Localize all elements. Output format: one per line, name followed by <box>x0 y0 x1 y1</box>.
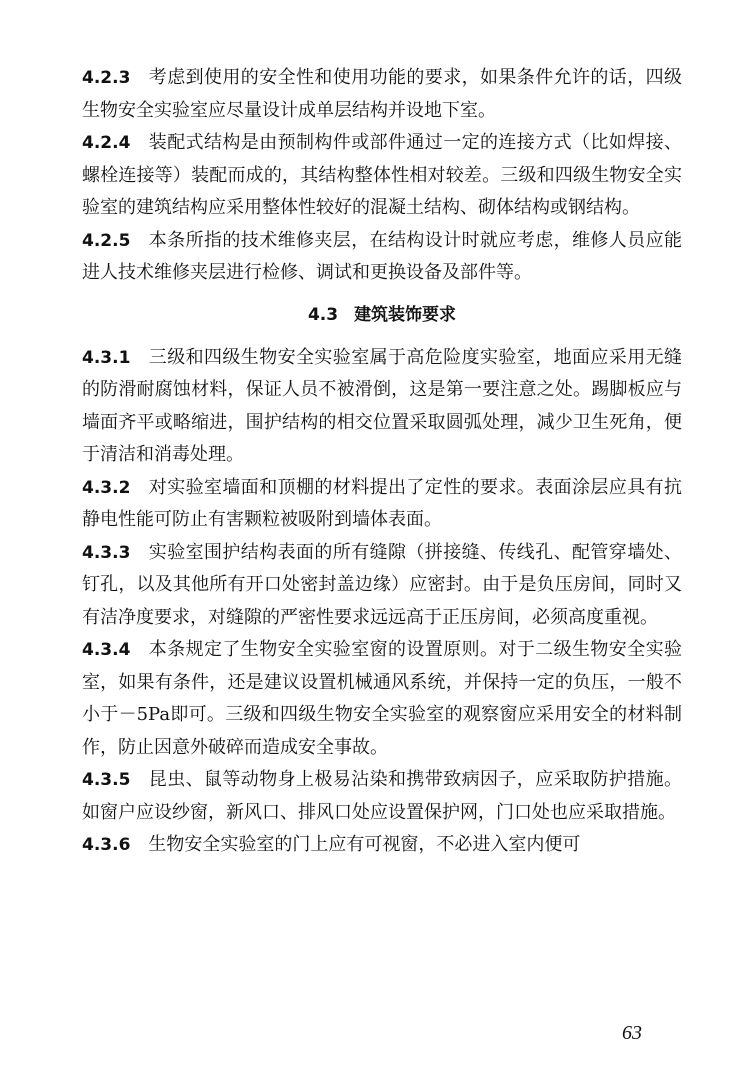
clause-number: 4.3.5 <box>82 770 131 790</box>
clause-text: 本条所指的技术维修夹层，在结构设计时就应考虑，维修人员应能进人技术维修夹层进行检修、调试和更换设备及部件等。 <box>82 229 682 283</box>
clause-number: 4.2.4 <box>82 133 131 153</box>
clause-4-2-5 <box>82 225 682 290</box>
clause-4-3-1 <box>82 342 682 472</box>
clause-4-2-4 <box>82 127 682 225</box>
clause-text: 对实验室墙面和顶棚的材料提出了定性的要求。表面涂层应具有抗静电性能可防止有害颗粒被吸附到墙体表面。 <box>82 476 682 530</box>
clause-number: 4.3.2 <box>82 477 131 498</box>
clause-number: 4.2.5 <box>82 230 131 251</box>
clause-number: 4.2.3 <box>82 68 131 88</box>
clause-text: 本条规定了生物安全实验室窗的设置原则。对于二级生物安全实验室，如果有条件，还是建议设置机械通风系统，并保持一定的负压，一般不小于－5Pa即可。三级和四级生物安全实验室的观察窗应采用安全的材料制作，防止因意外破碎而造成安全事故。 <box>82 639 682 758</box>
clause-text: 考虑到使用的安全性和使用功能的要求，如果条件允许的话，四级生物安全实验室应尽量设计成单层结构并设地下室。 <box>82 67 682 121</box>
clause-4-3-2 <box>82 472 682 537</box>
section-heading <box>82 299 682 331</box>
page-number: 63 <box>622 1022 642 1044</box>
clause-4-2-3 <box>82 62 682 127</box>
clause-4-3-3 <box>82 537 682 635</box>
clause-4-3-4 <box>82 634 682 764</box>
clause-number: 4.3.1 <box>82 347 131 368</box>
clause-text: 三级和四级生物安全实验室属于高危险度实验室，地面应采用无缝的防滑耐腐蚀材料，保证人员不被滑倒，这是第一要注意之处。踢脚板应与墙面齐平或略缩进，围护结构的相交位置采取圆弧处理，减少卫生死角，便于清洁和消毒处理。 <box>82 346 682 465</box>
clause-text: 装配式结构是由预制构件或部件通过一定的连接方式（比如焊接、螺栓连接等）装配而成的，其结构整体性相对较差。三级和四级生物安全实验室的建筑结构应采用整体性较好的混凝土结构、砌体结构或钢结构。 <box>82 132 682 218</box>
clause-text: 实验室围护结构表面的所有缝隙（拼接缝、传线孔、配管穿墙处、钉孔，以及其他所有开口处密封盖边缘）应密封。由于是负压房间，同时又有洁净度要求，对缝隙的严密性要求远远高于正压房间，必须高度重视。 <box>82 541 682 628</box>
clause-number: 4.3.4 <box>82 640 131 660</box>
clause-text: 生物安全实验室的门上应有可视窗，不必进入室内便可 <box>148 834 581 855</box>
clause-number: 4.3.6 <box>82 835 131 855</box>
document-page <box>82 62 682 862</box>
section-title: 建筑装饰要求 <box>354 304 457 325</box>
section-number: 4.3 <box>307 304 339 325</box>
clause-4-3-5 <box>82 764 682 829</box>
clause-text: 昆虫、鼠等动物身上极易沾染和携带致病因子，应采取防护措施。如窗户应设纱窗，新风口、排风口处应设置保护网，门口处也应采取措施。 <box>82 769 682 823</box>
clause-4-3-6 <box>82 829 682 862</box>
clause-number: 4.3.3 <box>82 542 131 563</box>
